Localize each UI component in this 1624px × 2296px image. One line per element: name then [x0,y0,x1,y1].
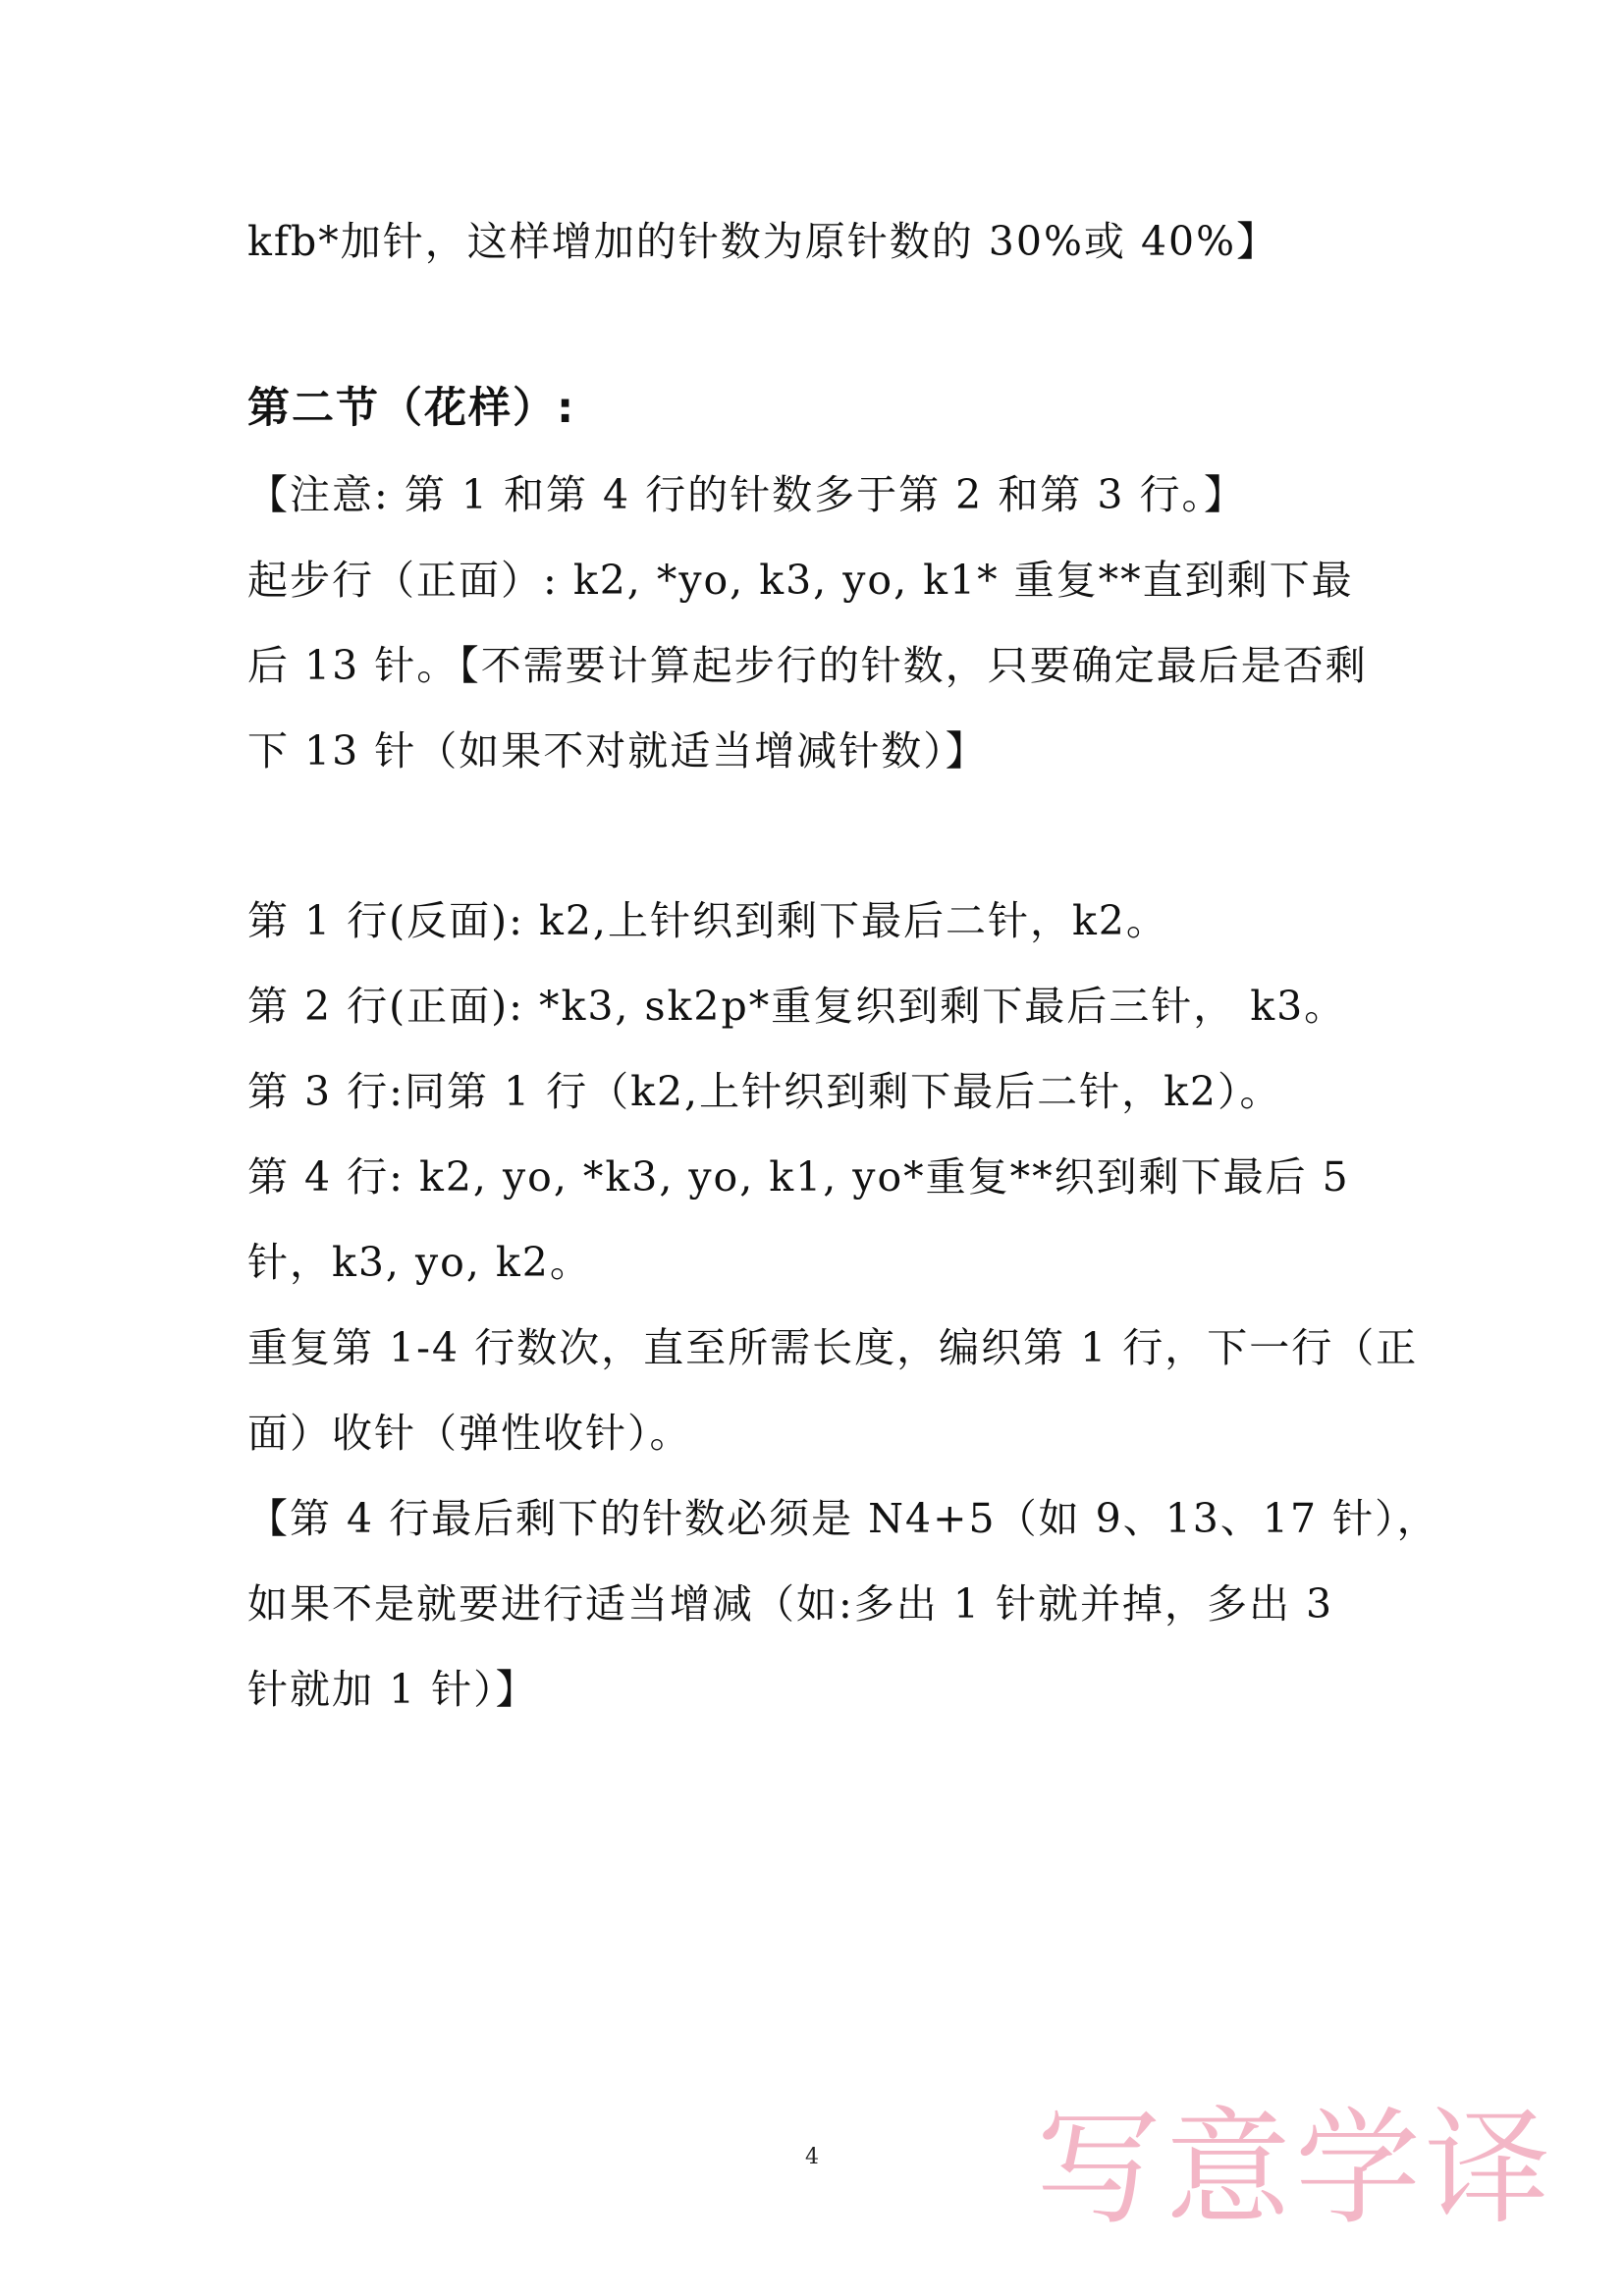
page-number: 4 [805,2145,819,2169]
row-instruction-2: 第 2 行(正面): *k3, sk2p*重复织到剩下最后三针， k3。 [247,983,1347,1030]
paragraph-line: 起步行（正面）: k2, *yo, k3, yo, k1* 重复**直到剩下最 [247,557,1354,604]
row-instruction-1: 第 1 行(反面): k2,上针织到剩下最后二针，k2。 [247,897,1168,944]
paragraph-line: 下 13 针（如果不对就适当增减针数）】 [247,727,988,774]
row-instruction-4: 第 4 行: k2, yo, *k3, yo, k1, yo*重复**织到剩下最后 5 [247,1153,1350,1201]
section-heading: 第二节（花样）: [247,384,576,433]
paragraph-line: 面）收针（弹性收针）。 [247,1410,692,1457]
paragraph-line: 针，k3, yo, k2。 [247,1239,592,1286]
paragraph-line: kfb*加针，这样增加的针数为原针数的 30%或 40%】 [247,218,1279,265]
paragraph-line: 后 13 针。【不需要计算起步行的针数，只要确定最后是否剩 [247,642,1368,689]
row-instruction-3: 第 3 行:同第 1 行（k2,上针织到剩下最后二针，k2）。 [247,1068,1282,1115]
watermark-logo: 写意学译 [1036,2096,1555,2242]
paragraph-line: 重复第 1-4 行数次，直至所需长度，编织第 1 行，下一行（正 [247,1324,1419,1371]
paragraph-line: 如果不是就要进行适当增减（如:多出 1 针就并掉，多出 3 [247,1580,1334,1628]
note-line: 【注意: 第 1 和第 4 行的针数多于第 2 和第 3 行。】 [247,471,1246,518]
note-line: 【第 4 行最后剩下的针数必须是 N4+5（如 9、13、17 针）， [247,1495,1439,1542]
paragraph-line: 针就加 1 针）】 [247,1666,538,1713]
